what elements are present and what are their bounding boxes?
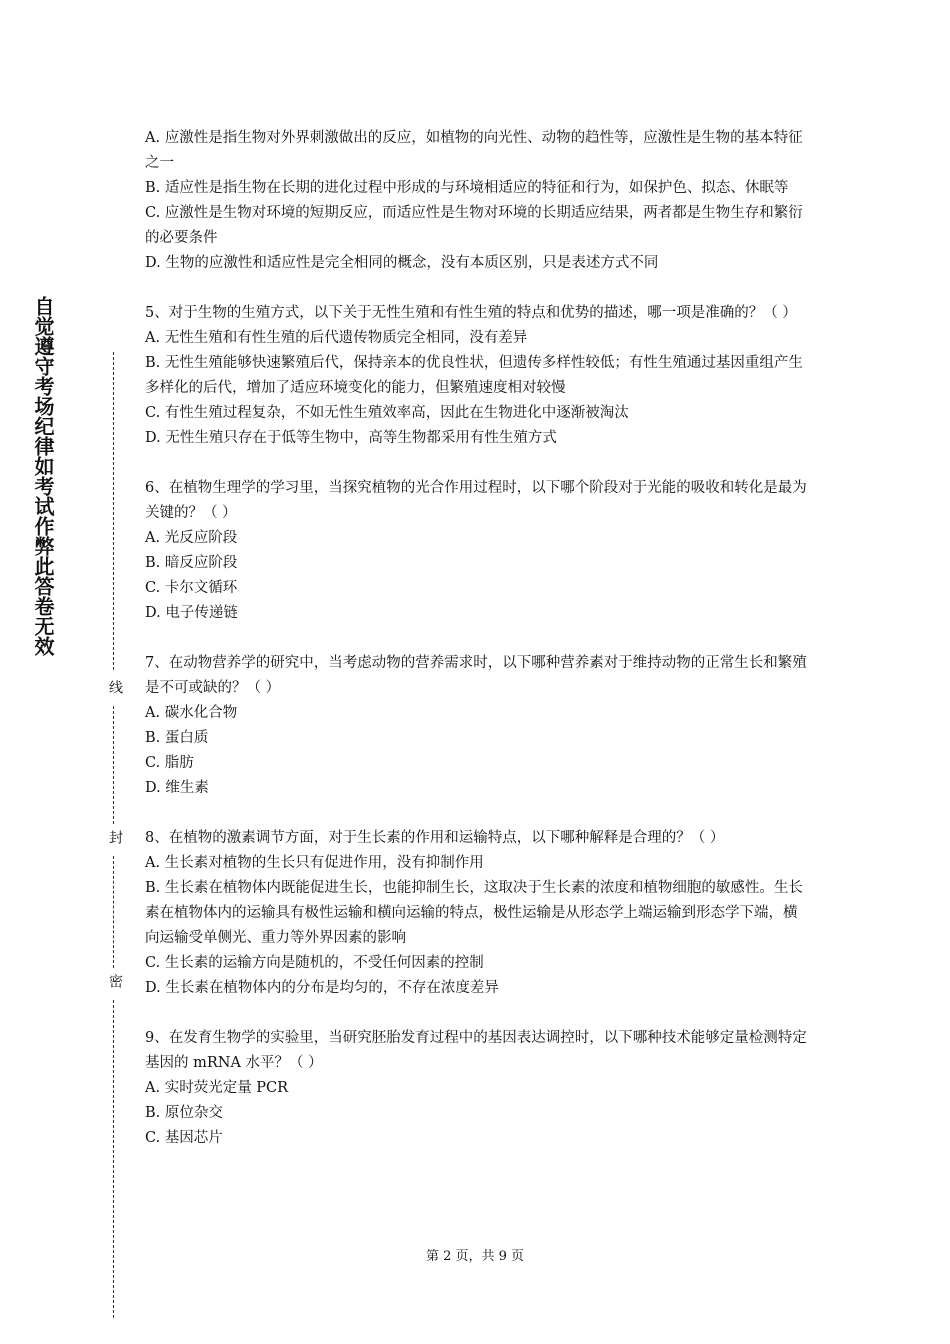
question-stem: 8、在植物的激素调节方面，对于生长素的作用和运输特点，以下哪种解释是合理的？（ ） (145, 830, 725, 846)
exam-notice: 自觉遵守考场纪律如考试作弊此答卷无效 (31, 296, 55, 656)
binding-line-segment (113, 856, 114, 968)
binding-label-seal: 封 (107, 830, 123, 844)
option: C. 脂肪 (145, 755, 194, 771)
option: B. 无性生殖能够快速繁殖后代，保持亲本的优良性状，但遗传多样性较低；有性生殖通过基因重组产生多样化的后代，增加了适应环境变化的能力，但繁殖速度相对较慢 (145, 355, 803, 396)
binding-line-segment (113, 706, 114, 824)
option: C. 基因芯片 (145, 1130, 223, 1146)
question-8 (145, 826, 810, 1001)
binding-line-segment (113, 352, 114, 670)
option: B. 蛋白质 (145, 730, 209, 746)
option: D. 维生素 (145, 780, 209, 796)
option: C. 卡尔文循环 (145, 580, 238, 596)
option: A. 实时荧光定量 PCR (145, 1080, 289, 1096)
question-stem: 6、在植物生理学的学习里，当探究植物的光合作用过程时，以下哪个阶段对于光能的吸收和转化是最为关键的？（ ） (145, 480, 807, 521)
question-7 (145, 651, 810, 801)
option: C. 生长素的运输方向是随机的，不受任何因素的控制 (145, 955, 484, 971)
binding-label-secret: 密 (107, 974, 123, 988)
binding-label-line: 线 (107, 680, 123, 694)
option: D. 生物的应激性和适应性是完全相同的概念，没有本质区别，只是表述方式不同 (145, 255, 659, 271)
question-stem: 9、在发育生物学的实验里，当研究胚胎发育过程中的基因表达调控时，以下哪种技术能够定量检测特定基因的 mRNA 水平？（ ） (145, 1030, 807, 1071)
option: B. 暗反应阶段 (145, 555, 238, 571)
question-9 (145, 1026, 810, 1151)
binding-line-segment (113, 1000, 114, 1318)
option: D. 无性生殖只存在于低等生物中，高等生物都采用有性生殖方式 (145, 430, 557, 446)
question-stem: 7、在动物营养学的研究中，当考虑动物的营养需求时，以下哪种营养素对于维持动物的正常生长和繁殖是不可或缺的？（ ） (145, 655, 807, 696)
question-4-options (145, 126, 810, 276)
page-number: 第 2 页，共 9 页 (425, 1249, 525, 1264)
question-5 (145, 301, 810, 451)
option: A. 生长素对植物的生长只有促进作用，没有抑制作用 (145, 855, 484, 871)
option: D. 电子传递链 (145, 605, 238, 621)
option: A. 应激性是指生物对外界刺激做出的反应，如植物的向光性、动物的趋性等，应激性是生物的基本特征之一 (145, 130, 803, 171)
question-stem: 5、对于生物的生殖方式，以下关于无性生殖和有性生殖的特点和优势的描述，哪一项是准确的？（ ） (145, 305, 797, 321)
option: A. 碳水化合物 (145, 705, 238, 721)
option: A. 无性生殖和有性生殖的后代遗传物质完全相同，没有差异 (145, 330, 528, 346)
option: C. 应激性是生物对环境的短期反应，而适应性是生物对环境的长期适应结果，两者都是生物生存和繁衍的必要条件 (145, 205, 803, 246)
option: B. 适应性是指生物在长期的进化过程中形成的与环境相适应的特征和行为，如保护色、拟态、休眠等 (145, 180, 789, 196)
option: B. 生长素在植物体内既能促进生长，也能抑制生长，这取决于生长素的浓度和植物细胞的敏感性。生长素在植物体内的运输具有极性运输和横向运输的特点，极性运输是从形态学上端运输到形态学下端，横向运输受单侧光、重力等外界因素的影响 (145, 880, 803, 946)
option: A. 光反应阶段 (145, 530, 238, 546)
option: D. 生长素在植物体内的分布是均匀的，不存在浓度差异 (145, 980, 499, 996)
question-6 (145, 476, 810, 626)
question-content (145, 126, 810, 1151)
option: B. 原位杂交 (145, 1105, 223, 1121)
option: C. 有性生殖过程复杂，不如无性生殖效率高，因此在生物进化中逐渐被淘汰 (145, 405, 629, 421)
